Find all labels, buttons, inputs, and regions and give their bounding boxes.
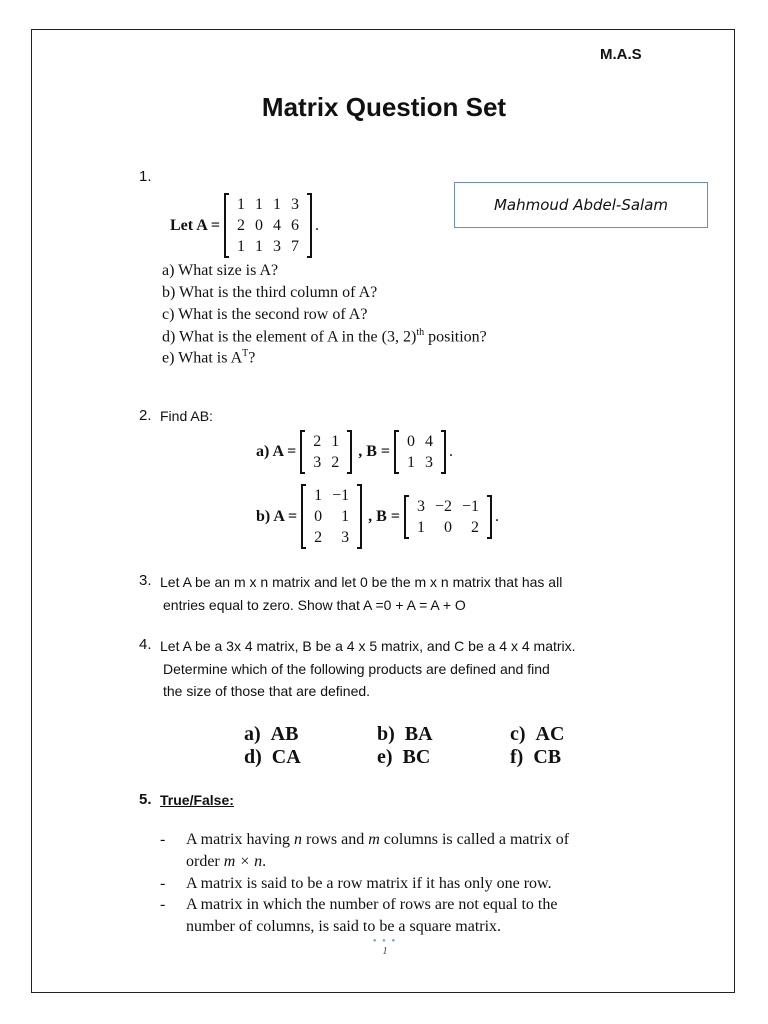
q2a-matrix-a <box>300 430 352 474</box>
matrix-cell: 1 <box>341 508 350 525</box>
matrix-cell: 3 <box>313 454 322 471</box>
q2b-matrix-b <box>404 495 492 539</box>
page-title: Matrix Question Set <box>261 92 507 122</box>
q2b-label: b) A = <box>256 507 298 525</box>
matrix-cell: 2 <box>471 518 480 536</box>
matrix-cell: 2 <box>313 433 322 450</box>
tf-item-1-line-2: order m × n. <box>186 853 267 870</box>
product-item: e) BC <box>377 746 431 768</box>
matrix-cell: −2 <box>434 497 452 515</box>
matrix-cell: 4 <box>273 217 282 234</box>
q4-number: 4. <box>139 636 152 653</box>
bullet-dash: - <box>160 875 166 892</box>
matrix-cell: 1 <box>255 196 264 213</box>
matrix-cell: −1 <box>462 497 480 515</box>
matrix-cell: 3 <box>273 238 282 255</box>
q1-part-a: a) What size is A? <box>162 262 279 279</box>
author-initials: M.A.S <box>600 46 642 63</box>
q4-line-2: Determine which of the following products are defined and find <box>163 661 550 677</box>
product-item: c) AC <box>510 723 565 745</box>
matrix-cell: 0 <box>444 518 452 536</box>
matrix-cell: 2 <box>314 529 323 546</box>
matrix-cell: 7 <box>291 238 300 255</box>
matrix-cell: 0 <box>255 217 264 234</box>
product-item: d) CA <box>244 746 301 768</box>
q1-part-d: d) What is the element of A in the (3, 2)$^{th}$ position? <box>162 327 487 346</box>
matrix-cell: 4 <box>425 433 434 450</box>
q2-number: 2. <box>139 407 152 424</box>
tf-item-3-line-2: number of columns, is said to be a square matrix. <box>186 918 502 935</box>
matrix-cell: 1 <box>237 238 246 255</box>
q3-number: 3. <box>139 572 152 589</box>
matrix-cell: 6 <box>291 217 300 234</box>
q2a-matrix-b <box>394 430 446 474</box>
q2-prompt: Find AB: <box>160 408 213 424</box>
bullet-dash: - <box>160 896 166 913</box>
matrix-cell: 1 <box>331 433 340 450</box>
tf-item-1-line-1: A matrix having n rows and m columns is called a matrix of <box>186 831 570 848</box>
q3-line-1: Let A be an m x n matrix and let 0 be the m x n matrix that has all <box>160 574 563 590</box>
bullet-dash: - <box>160 831 166 848</box>
matrix-cell: 2 <box>331 454 340 471</box>
matrix-cell: 2 <box>237 217 246 234</box>
q1-let-label: Let A = <box>170 216 221 234</box>
product-item: b) BA <box>377 723 433 745</box>
product-item: a) AB <box>244 723 299 745</box>
q2a-period: . <box>449 443 454 460</box>
q2a-expression <box>256 430 453 474</box>
matrix-cell: 3 <box>425 454 434 471</box>
q1-number: 1. <box>139 168 152 185</box>
q1-part-c: c) What is the second row of A? <box>162 306 368 323</box>
q2b-matrix-a <box>301 484 362 549</box>
q1-period: . <box>315 216 320 234</box>
tf-item-2: A matrix is said to be a row matrix if it has only one row. <box>186 875 552 892</box>
matrix-cell: 3 <box>291 196 300 213</box>
q3-line-2: entries equal to zero. Show that A =0 + A = A + O <box>163 597 466 613</box>
matrix-a <box>224 193 312 258</box>
matrix-cell: 3 <box>416 497 425 515</box>
q2b-sep: , B = <box>368 507 400 525</box>
q2b-expression <box>256 484 499 549</box>
page-number-ornament: ● ● ● <box>372 938 398 944</box>
q2a-label: a) A = <box>256 443 297 460</box>
tf-item-3-line-1: A matrix in which the number of rows are not equal to the <box>186 896 558 913</box>
matrix-cell: 3 <box>341 529 350 546</box>
matrix-cell: 0 <box>314 508 323 525</box>
q4-line-3: the size of those that are defined. <box>163 683 371 699</box>
matrix-cell: 1 <box>416 518 425 536</box>
page-number: 1 <box>382 946 388 957</box>
q1-part-b: b) What is the third column of A? <box>162 284 378 301</box>
matrix-cell: −1 <box>332 487 350 504</box>
product-item: f) CB <box>510 746 562 768</box>
q2a-sep: , B = <box>358 443 391 460</box>
matrix-cell: 1 <box>407 454 416 471</box>
q5-title: True/False: <box>160 792 234 808</box>
matrix-cell: 1 <box>314 487 323 504</box>
author-name-box: Mahmoud Abdel-Salam <box>454 182 708 228</box>
matrix-cell: 1 <box>255 238 264 255</box>
q1-part-e: e) What is $A^T$? <box>162 348 256 367</box>
matrix-cell: 0 <box>407 433 416 450</box>
matrix-cell: 1 <box>273 196 282 213</box>
q1-matrix-expression <box>170 193 319 258</box>
matrix-cell: 1 <box>237 196 246 213</box>
q5-number: 5. <box>139 791 152 808</box>
q4-line-1: Let A be a 3x 4 matrix, B be a 4 x 5 matrix, and C be a 4 x 4 matrix. <box>160 638 576 654</box>
q2b-period: . <box>495 507 500 525</box>
